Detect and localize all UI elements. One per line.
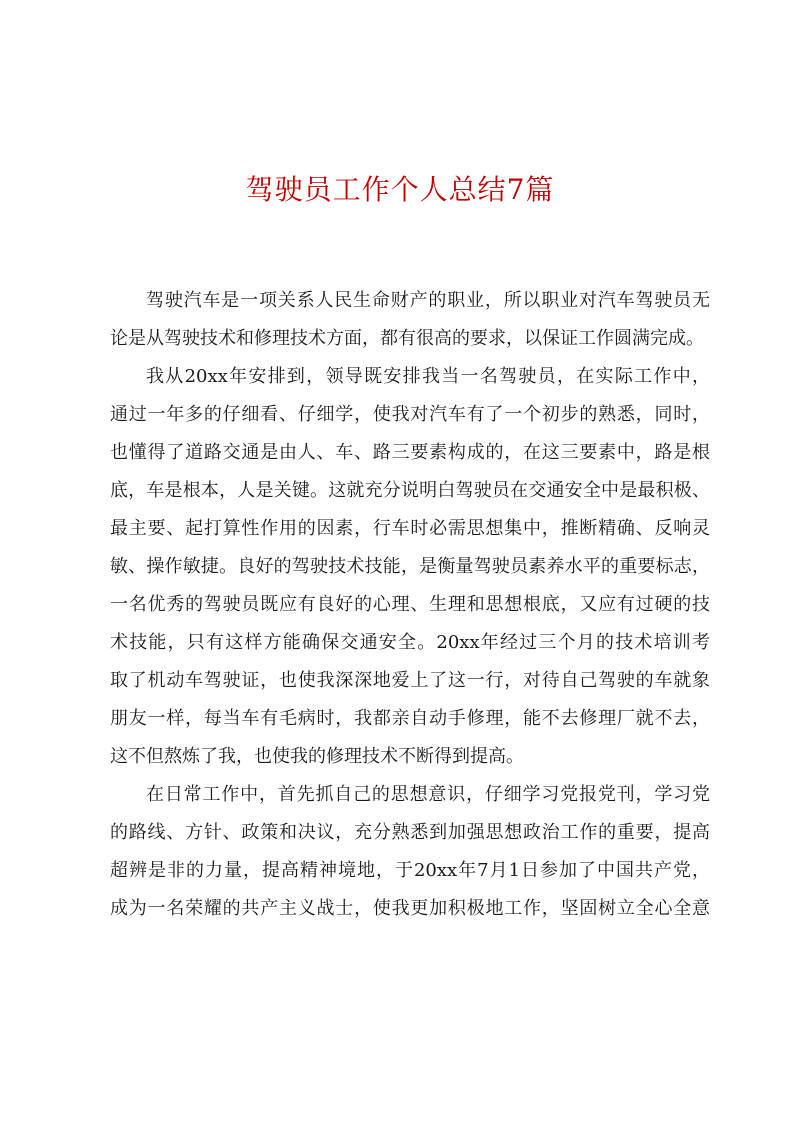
text-line: 底，车是根本，人是关键。这就充分说明白驾驶员在交通安全中是最积极、 <box>110 480 710 501</box>
text-line: 论是从驾驶技术和修理技术方面，都有很高的要求，以保证工作圆满完成。 <box>110 328 704 349</box>
text-line: 敏、操作敏捷。良好的驾驶技术技能，是衡量驾驶员素养水平的重要标志， <box>110 556 710 577</box>
text-line: 驾驶汽车是一项关系人民生命财产的职业，所以职业对汽车驾驶员无 <box>146 290 710 311</box>
text-line: 也懂得了道路交通是由人、车、路三要素构成的，在这三要素中，路是根 <box>110 442 710 463</box>
text-line: 这不但熬炼了我，也使我的修理技术不断得到提高。 <box>110 746 524 767</box>
text-line: 一名优秀的驾驶员既应有良好的心理、生理和思想根底，又应有过硬的技 <box>110 594 710 615</box>
document-body <box>110 282 710 928</box>
text-line: 术技能，只有这样方能确保交通安全。20xx年经过三个月的技术培训考 <box>110 632 710 653</box>
text-line: 我从20xx年安排到，领导既安排我当一名驾驶员，在实际工作中， <box>146 366 710 387</box>
text-line: 通过一年多的仔细看、仔细学，使我对汽车有了一个初步的熟悉，同时， <box>110 404 710 425</box>
paragraph <box>110 776 710 928</box>
paragraph <box>110 282 710 358</box>
text-line: 成为一名荣耀的共产主义战士，使我更加积极地工作，坚固树立全心全意 <box>110 898 710 919</box>
paragraph <box>110 358 710 776</box>
text-line: 在日常工作中，首先抓自己的思想意识，仔细学习党报党刊，学习党 <box>146 784 710 805</box>
text-line: 朋友一样，每当车有毛病时，我都亲自动手修理，能不去修理厂就不去， <box>110 708 710 729</box>
text-line: 最主要、起打算性作用的因素，行车时必需思想集中，推断精确、反响灵 <box>110 518 710 539</box>
text-line: 取了机动车驾驶证，也使我深深地爱上了这一行，对待自己驾驶的车就象 <box>110 670 710 691</box>
text-line: 超辨是非的力量，提高精神境地，于20xx年7月1日参加了中国共产党， <box>110 860 710 881</box>
document-title: 驾驶员工作个人总结7篇 <box>245 173 555 206</box>
text-line: 的路线、方针、政策和决议，充分熟悉到加强思想政治工作的重要，提高 <box>110 822 710 843</box>
